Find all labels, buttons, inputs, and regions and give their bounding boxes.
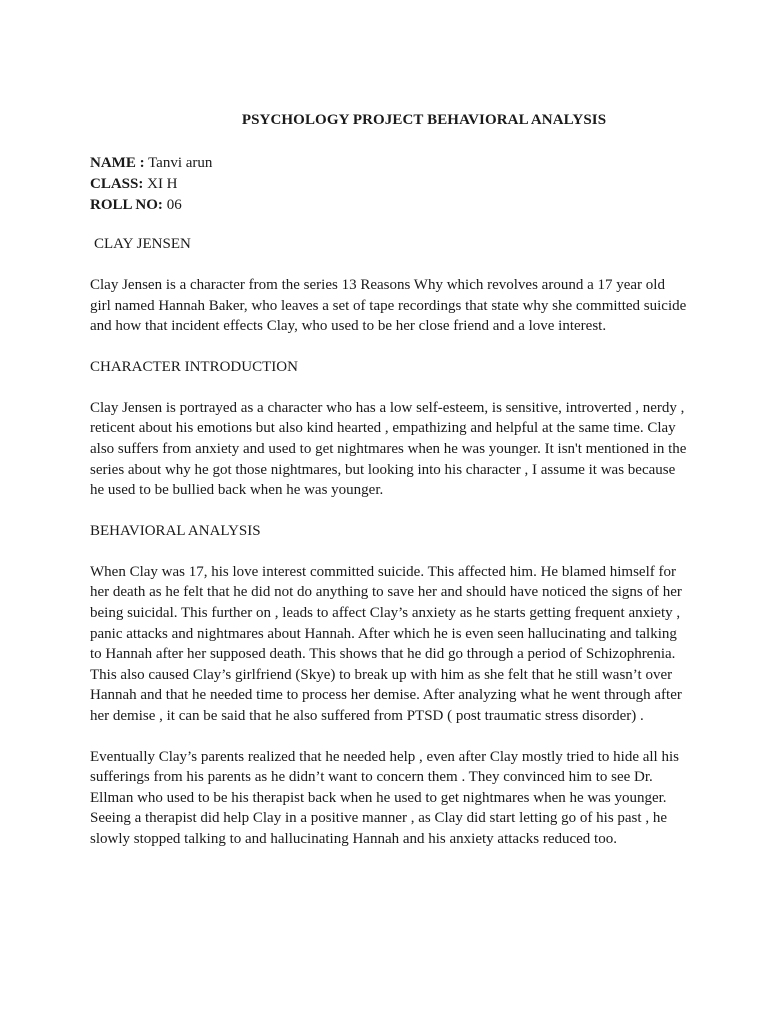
roll-label: ROLL NO: bbox=[90, 197, 163, 213]
class-label: CLASS: bbox=[90, 176, 144, 192]
roll-value: 06 bbox=[166, 197, 182, 213]
section-heading-character-introduction: CHARACTER INTRODUCTION bbox=[90, 358, 298, 375]
paragraph-intro: Clay Jensen is a character from the series 13 Reasons Why which revolves around a 17 year old girl named Hannah Baker, who leaves a set of tape recordings that state why she committed suicide and how that incident effects Clay, who used to be her close friend and a love interest. bbox=[90, 277, 687, 335]
name-value: Tanvi arun bbox=[148, 155, 213, 171]
roll-row bbox=[90, 195, 688, 216]
class-value: XI H bbox=[147, 176, 178, 192]
name-row bbox=[90, 153, 688, 174]
paragraph-behavior-2: Eventually Clay’s parents realized that he needed help , even after Clay mostly tried to hide all his sufferings from his parents as he didn’t want to concern them . They convinced him to see Dr. Ellman who used to be his therapist back when he used to get nightmares when he was younger. Seeing a therapist did help Clay in a positive manner , as Clay did start letting go of his past , he slowly stopped talking to and hallucinating Hannah and his anxiety attacks reduced too. bbox=[90, 748, 679, 847]
section-heading-behavioral-analysis: BEHAVIORAL ANALYSIS bbox=[90, 522, 261, 539]
class-row bbox=[90, 174, 688, 195]
name-label: NAME : bbox=[90, 155, 145, 171]
paragraph-character: Clay Jensen is portrayed as a character who has a low self-esteem, is sensitive, introverted , nerdy , reticent about his emotions but also kind hearted , empathizing and helpful at the same time. Clay also suffers from anxiety and used to get nightmares when he was younger. It isn't mentioned in the series about why he got those nightmares, but looking into his character , I assume it was because he used to be bullied back when he was younger. bbox=[90, 399, 687, 499]
paragraph-behavior-1: When Clay was 17, his love interest committed suicide. This affected him. He blamed himself for her death as he felt that he did not do anything to save her and should have noticed the signs of her being suicidal. This further on , leads to affect Clay’s anxiety as he starts getting frequent anxiety , panic attacks and nightmares about Hannah. After which he is even seen hallucinating and talking to Hannah after her supposed death. This shows that he did go through a period of Schizophrenia. This also caused Clay’s girlfriend (Skye) to break up with him as she felt that he still wasn’t over Hannah and that he needed time to process her demise. After analyzing what he went through after her demise , it can be said that he also suffered from PTSD ( post traumatic stress disorder) . bbox=[90, 563, 682, 724]
section-heading-clay-jensen: CLAY JENSEN bbox=[94, 236, 191, 252]
document-title: PSYCHOLOGY PROJECT BEHAVIORAL ANALYSIS bbox=[241, 112, 607, 128]
student-info bbox=[90, 153, 688, 216]
